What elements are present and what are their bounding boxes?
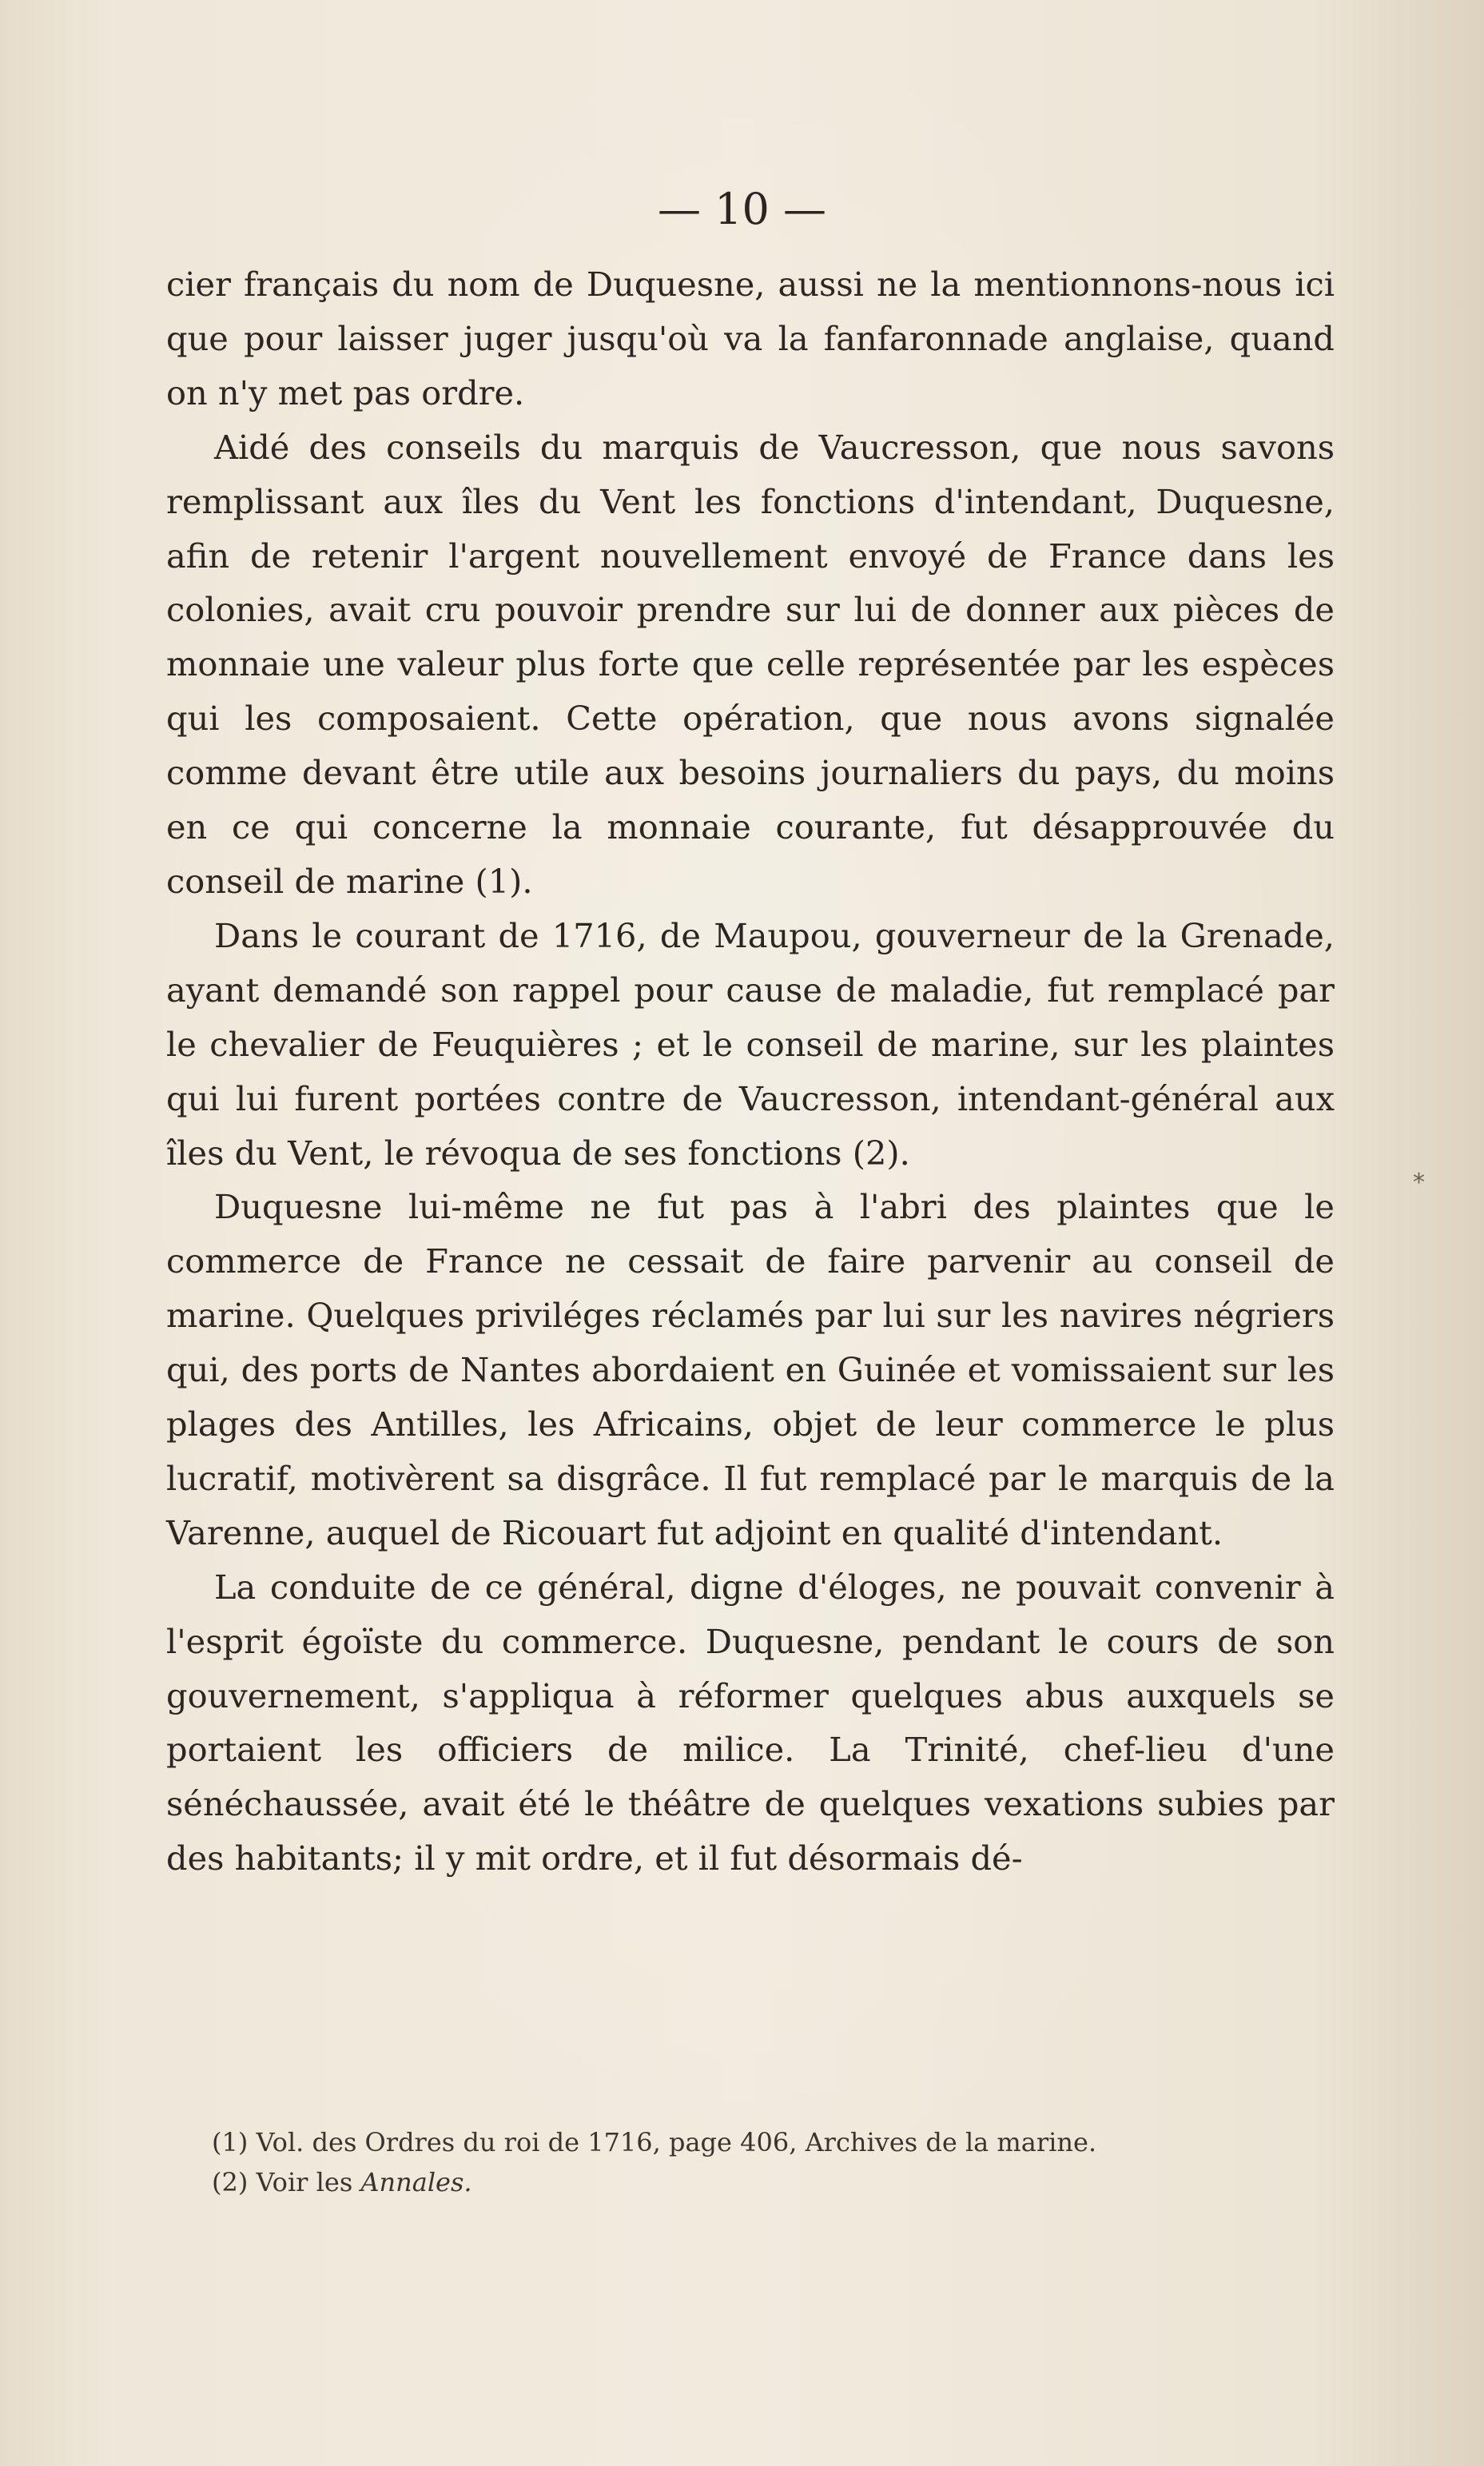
paragraph: cier français du nom de Duquesne, aussi ne la mentionnons-nous ici que pour laisser juger jusqu'où va la fanfaronnade anglaise, quand on n'y met pas ordre. <box>166 265 1335 412</box>
page-number: — 10 — <box>657 184 827 234</box>
footnotes <box>212 2122 1347 2202</box>
margin-mark: * <box>1413 1169 1425 1197</box>
footnote-2 <box>212 2162 1347 2202</box>
paragraph: Duquesne lui-même ne fut pas à l'abri des plaintes que le commerce de France ne cessait de faire parvenir au conseil de marine. Quelques priviléges réclamés par lui sur les navires négriers qui, des ports de Nantes abordaient en Guinée et vomissaient sur les plages des Antilles, les Africains, objet de leur commerce le plus lucratif, motivèrent sa disgrâce. Il fut remplacé par le marquis de la Varenne, auquel de Ricouart fut adjoint en qualité d'intendant. <box>166 1187 1335 1552</box>
footnote-2-text: (2) Voir les <box>212 2167 361 2197</box>
paragraph: Aidé des conseils du marquis de Vaucresson, que nous savons remplissant aux îles du Vent les fonctions d'intendant, Duquesne, afin de retenir l'argent nouvellement envoyé de France dans les colonies, avait cru pouvoir prendre sur lui de donner aux pièces de monnaie une valeur plus forte que celle représentée par les espèces qui les composaient. Cette opération, que nous avons signalée comme devant être utile aux besoins journaliers du pays, du moins en ce qui concerne la monnaie courante, fut désapprouvée du conseil de marine (1). <box>166 427 1335 901</box>
paragraph: Dans le courant de 1716, de Maupou, gouverneur de la Grenade, ayant demandé son rappel pour cause de maladie, fut remplacé par le chevalier de Feuquières ; et le conseil de marine, sur les plaintes qui lui furent portées contre de Vaucresson, intendant-général aux îles du Vent, le révoqua de ses fonctions (2). <box>166 915 1335 1173</box>
footnote-2-italic: Annales. <box>360 2167 472 2197</box>
body-text <box>166 257 1335 1886</box>
paragraph: La conduite de ce général, digne d'éloges, ne pouvait convenir à l'esprit égoïste du commerce. Duquesne, pendant le cours de son gouvernement, s'appliqua à réformer quelques abus auxquels se portaient les officiers de milice. La Trinité, chef-lieu d'une sénéchaussée, avait été le théâtre de quelques vexations subies par des habitants; il y mit ordre, et il fut désormais dé- <box>166 1567 1335 1878</box>
footnote-1: (1) Vol. des Ordres du roi de 1716, page 406, Archives de la marine. <box>212 2127 1097 2157</box>
